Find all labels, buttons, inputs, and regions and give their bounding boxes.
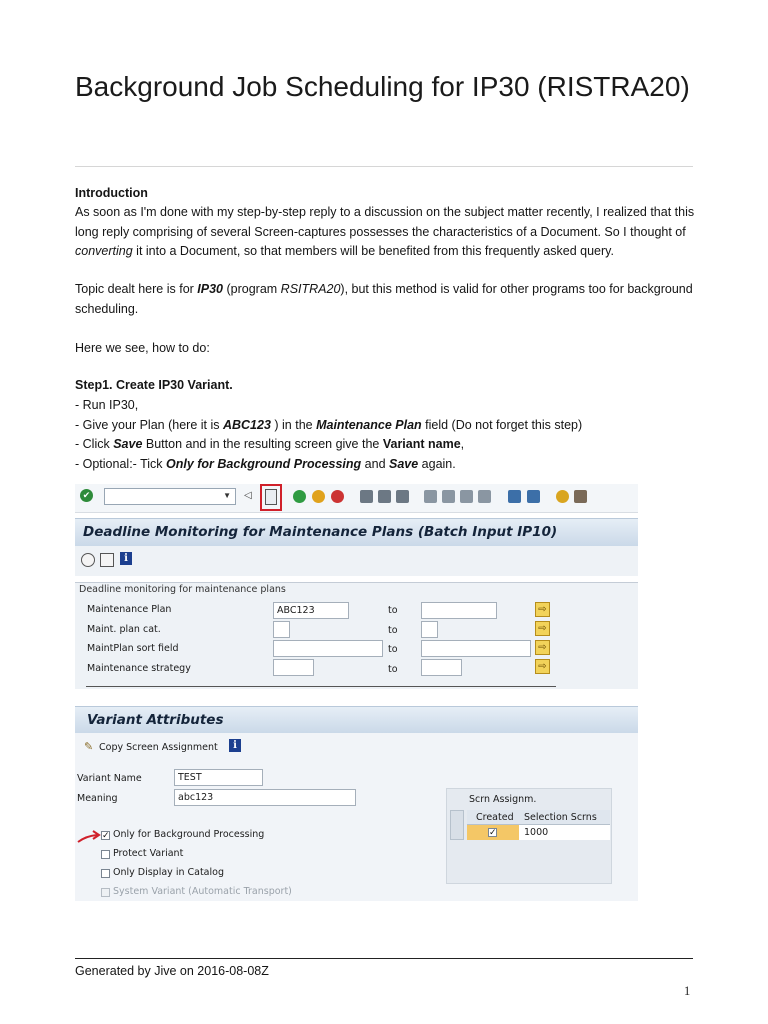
maintenance-plan-from-input[interactable] — [273, 602, 349, 619]
next-page-icon[interactable] — [460, 490, 473, 503]
system-variant-label: System Variant (Automatic Transport) — [113, 886, 292, 897]
find-next-icon[interactable] — [396, 490, 409, 503]
get-variant-icon[interactable] — [100, 553, 114, 567]
variant-name-input[interactable] — [174, 769, 263, 786]
step1-line-3: - Click Save Button and in the resulting screen give the Variant name, — [75, 437, 465, 451]
cancel-icon[interactable] — [331, 490, 344, 503]
frame-bottom-line — [86, 686, 556, 687]
created-checkbox[interactable]: ✓ — [489, 827, 497, 837]
maintplan-sort-field-label: MaintPlan sort field — [87, 643, 179, 654]
page-title: Background Job Scheduling for IP30 (RISTRA20) — [75, 71, 690, 102]
title-divider — [75, 166, 693, 167]
column-header-selection-scrns: Selection Scrns — [524, 812, 597, 823]
info-icon[interactable]: i — [120, 552, 132, 565]
first-page-icon[interactable] — [424, 490, 437, 503]
topic-paragraph: Topic dealt here is for IP30 (program RSITRA20), but this method is valid for other programs too for background scheduling. — [75, 282, 693, 316]
info-icon[interactable]: i — [229, 739, 241, 752]
exit-icon[interactable] — [312, 490, 325, 503]
maint-plan-cat-label: Maint. plan cat. — [87, 624, 161, 635]
maintenance-strategy-from-input[interactable] — [273, 659, 314, 676]
maintenance-strategy-label: Maintenance strategy — [87, 663, 191, 674]
enter-check-icon[interactable]: ✔ — [80, 489, 93, 502]
back-arrow-icon[interactable]: ◁ — [244, 490, 252, 501]
display-in-catalog-label: Only Display in Catalog — [113, 867, 224, 878]
multiple-selection-icon[interactable]: ⇨ — [535, 621, 550, 636]
meaning-label: Meaning — [77, 793, 118, 804]
maintenance-strategy-to-input[interactable] — [421, 659, 462, 676]
page-number: 1 — [684, 984, 691, 998]
step1-line-4: - Optional:- Tick Only for Background Processing and Save again. — [75, 457, 456, 471]
multiple-selection-icon[interactable]: ⇨ — [535, 659, 550, 674]
howto-text: Here we see, how to do: — [75, 341, 210, 355]
variant-attributes-header — [75, 706, 638, 734]
previous-page-icon[interactable] — [442, 490, 455, 503]
protect-variant-label: Protect Variant — [113, 848, 184, 859]
step1-line-1: - Run IP30, — [75, 398, 139, 412]
to-label: to — [388, 625, 398, 636]
red-arrow-annotation — [76, 826, 102, 846]
protect-variant-checkbox[interactable] — [101, 850, 110, 859]
sap-application-toolbar — [75, 546, 638, 576]
system-variant-checkbox — [101, 888, 110, 897]
maintenance-plan-to-input[interactable] — [421, 602, 497, 619]
help-icon[interactable] — [556, 490, 569, 503]
last-page-icon[interactable] — [478, 490, 491, 503]
multiple-selection-icon[interactable]: ⇨ — [535, 602, 550, 617]
to-label: to — [388, 644, 398, 655]
step1-heading: Step1. Create IP30 Variant. — [75, 378, 233, 392]
maintenance-plan-label: Maintenance Plan — [87, 604, 172, 615]
green-back-icon[interactable] — [293, 490, 306, 503]
intro-paragraph: As soon as I'm done with my step-by-step reply to a discussion on the subject matter recently, I realized that this long reply comprising of several Screen-captures possesses the characteristics of a Document. So I thought of converting it into a Document, so that members will be benefited from this frequently asked query. — [75, 205, 695, 258]
dropdown-arrow-icon[interactable]: ▼ — [223, 491, 231, 500]
maintplan-sort-to-input[interactable] — [421, 640, 531, 657]
maint-plan-cat-from-input[interactable] — [273, 621, 290, 638]
screen-assignment-title: Scrn Assignm. — [469, 794, 537, 805]
find-icon[interactable] — [378, 490, 391, 503]
to-label: to — [388, 605, 398, 616]
intro-heading: Introduction — [75, 186, 148, 200]
background-processing-label: Only for Background Processing — [113, 829, 265, 840]
display-in-catalog-checkbox[interactable] — [101, 869, 110, 878]
column-header-created: Created — [476, 812, 514, 823]
background-processing-checkbox[interactable]: ✓ — [102, 830, 110, 840]
sap-screen-header — [75, 518, 638, 547]
save-highlight-box — [260, 484, 282, 511]
variant-attributes-title: Variant Attributes — [87, 712, 224, 728]
execute-icon[interactable] — [81, 553, 95, 567]
selection-screen-cell: 1000 — [524, 827, 549, 838]
command-field[interactable] — [104, 488, 236, 505]
sap-screen-title: Deadline Monitoring for Maintenance Plans (Batch Input IP10) — [83, 524, 558, 540]
new-session-icon[interactable] — [508, 490, 521, 503]
multiple-selection-icon[interactable]: ⇨ — [535, 640, 550, 655]
row-selector[interactable] — [450, 810, 464, 840]
maintplan-sort-from-input[interactable] — [273, 640, 383, 657]
footer-divider — [75, 958, 693, 959]
meaning-input[interactable] — [174, 789, 356, 806]
step1-line-2: - Give your Plan (here it is ABC123 ) in the Maintenance Plan field (Do not forget this step) — [75, 418, 583, 432]
copy-screen-assignment-button[interactable]: Copy Screen Assignment — [99, 742, 218, 753]
maint-plan-cat-to-input[interactable] — [421, 621, 438, 638]
pencil-icon: ✎ — [84, 740, 94, 753]
print-icon[interactable] — [360, 490, 373, 503]
frame-title: Deadline monitoring for maintenance plans — [79, 584, 286, 595]
to-label: to — [388, 664, 398, 675]
layout-menu-icon[interactable] — [574, 490, 587, 503]
shortcut-icon[interactable] — [527, 490, 540, 503]
variant-name-label: Variant Name — [77, 773, 142, 784]
footer-text: Generated by Jive on 2016-08-08Z — [75, 964, 269, 978]
